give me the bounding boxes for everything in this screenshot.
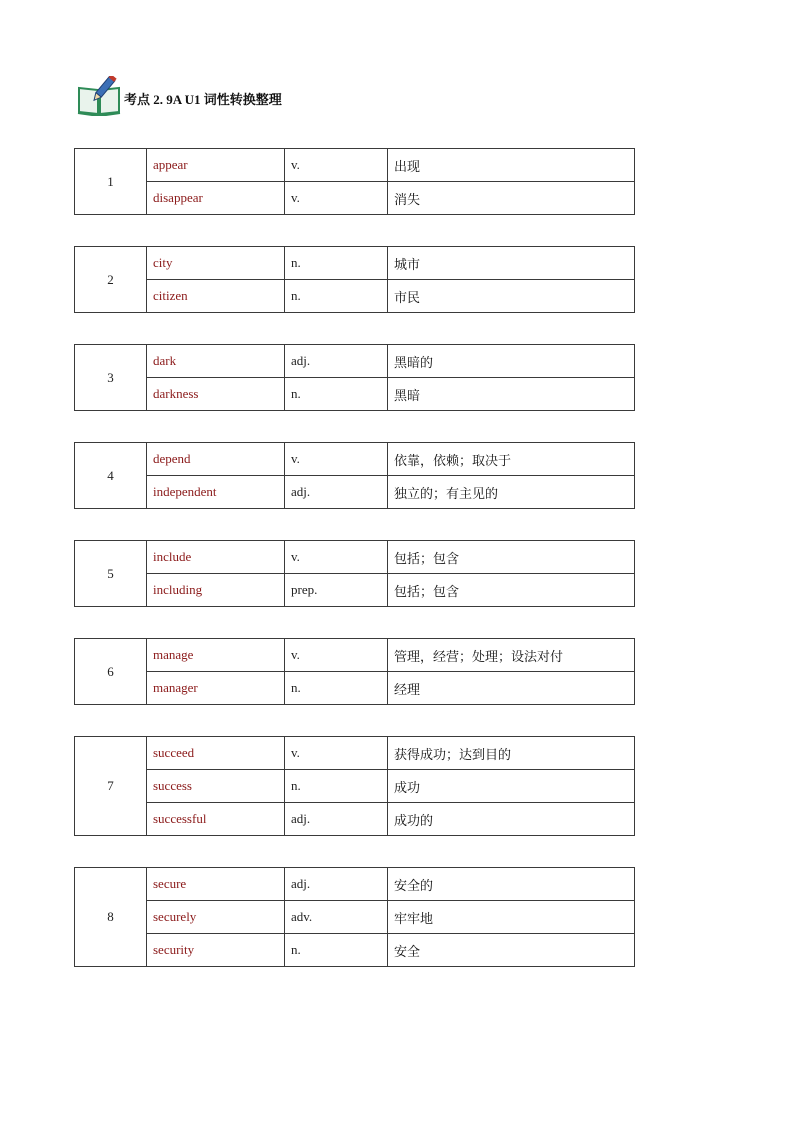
table-row [75,182,635,215]
word-cell: including [147,574,285,607]
table-row [75,443,635,476]
group-number: 6 [75,639,147,705]
part-of-speech-cell: v. [285,182,388,215]
vocab-table [74,638,635,705]
group-number: 4 [75,443,147,509]
part-of-speech-cell: n. [285,247,388,280]
vocab-table [74,344,635,411]
part-of-speech-cell: n. [285,280,388,313]
table-row [75,280,635,313]
group-number: 3 [75,345,147,411]
meaning-cell: 管理，经营；处理；设法对付 [388,639,635,672]
vocab-table [74,540,635,607]
part-of-speech-cell: n. [285,378,388,411]
part-of-speech-cell: n. [285,770,388,803]
group-number: 5 [75,541,147,607]
group-number: 2 [75,247,147,313]
word-cell: darkness [147,378,285,411]
meaning-cell: 消失 [388,182,635,215]
part-of-speech-cell: v. [285,737,388,770]
meaning-cell: 经理 [388,672,635,705]
part-of-speech-cell: n. [285,672,388,705]
part-of-speech-cell: adj. [285,803,388,836]
word-cell: manage [147,639,285,672]
word-cell: depend [147,443,285,476]
meaning-cell: 市民 [388,280,635,313]
table-row [75,476,635,509]
part-of-speech-cell: adv. [285,901,388,934]
group-number: 8 [75,868,147,967]
table-row [75,541,635,574]
word-cell: include [147,541,285,574]
table-row [75,803,635,836]
table-row [75,868,635,901]
table-row [75,378,635,411]
table-row [75,901,635,934]
meaning-cell: 获得成功；达到目的 [388,737,635,770]
meaning-cell: 包括；包含 [388,541,635,574]
meaning-cell: 成功 [388,770,635,803]
table-row [75,149,635,182]
vocab-groups [74,148,634,998]
word-cell: success [147,770,285,803]
word-cell: city [147,247,285,280]
vocab-table [74,442,635,509]
meaning-cell: 成功的 [388,803,635,836]
part-of-speech-cell: adj. [285,476,388,509]
word-cell: manager [147,672,285,705]
part-of-speech-cell: v. [285,541,388,574]
part-of-speech-cell: v. [285,639,388,672]
page-header [76,76,282,116]
word-cell: succeed [147,737,285,770]
word-cell: dark [147,345,285,378]
table-row [75,574,635,607]
meaning-cell: 黑暗 [388,378,635,411]
word-cell: citizen [147,280,285,313]
part-of-speech-cell: v. [285,149,388,182]
part-of-speech-cell: adj. [285,868,388,901]
word-cell: securely [147,901,285,934]
table-row [75,770,635,803]
group-number: 1 [75,149,147,215]
book-pen-icon [76,76,122,116]
word-cell: disappear [147,182,285,215]
part-of-speech-cell: v. [285,443,388,476]
meaning-cell: 包括；包含 [388,574,635,607]
meaning-cell: 城市 [388,247,635,280]
word-cell: secure [147,868,285,901]
part-of-speech-cell: prep. [285,574,388,607]
table-row [75,934,635,967]
word-cell: security [147,934,285,967]
table-row [75,247,635,280]
word-cell: successful [147,803,285,836]
table-row [75,345,635,378]
part-of-speech-cell: adj. [285,345,388,378]
part-of-speech-cell: n. [285,934,388,967]
meaning-cell: 安全 [388,934,635,967]
vocab-table [74,736,635,836]
group-number: 7 [75,737,147,836]
word-cell: independent [147,476,285,509]
meaning-cell: 安全的 [388,868,635,901]
vocab-table [74,148,635,215]
vocab-table [74,246,635,313]
meaning-cell: 依靠，依赖；取决于 [388,443,635,476]
meaning-cell: 独立的；有主见的 [388,476,635,509]
vocab-table [74,867,635,967]
table-row [75,672,635,705]
page-title: 考点 2. 9A U1 词性转换整理 [124,91,282,107]
meaning-cell: 黑暗的 [388,345,635,378]
table-row [75,639,635,672]
word-cell: appear [147,149,285,182]
table-row [75,737,635,770]
meaning-cell: 牢牢地 [388,901,635,934]
meaning-cell: 出现 [388,149,635,182]
